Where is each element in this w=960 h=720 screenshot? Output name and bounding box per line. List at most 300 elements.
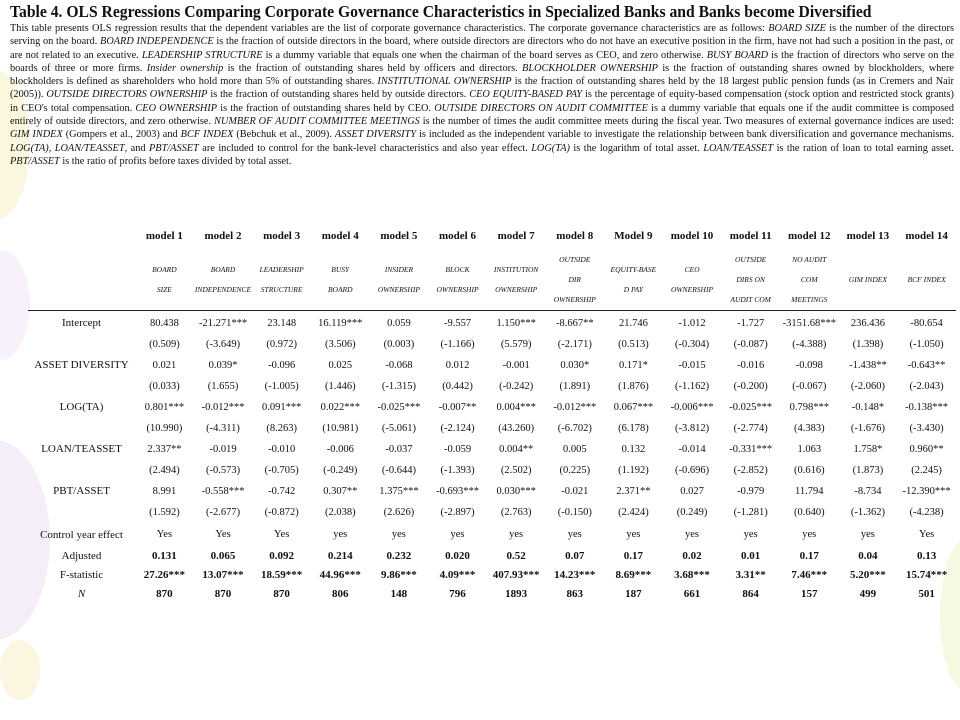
coefficient-cell: 21.746 <box>618 318 648 329</box>
description-text: are included to control for the bank-level characteristics and also year effect. <box>198 142 532 154</box>
coefficient-cell: 2.337** <box>147 444 182 455</box>
t-statistic-cell: (-2.124) <box>440 423 475 434</box>
description-term: BOARD INDEPENDENCE <box>100 36 214 48</box>
summary-cell: yes <box>802 529 817 540</box>
dependent-variable-line: INDEPENDENCE <box>194 285 252 294</box>
t-statistic-cell: (2.038) <box>324 507 356 518</box>
t-statistic-cell: (0.972) <box>266 339 297 350</box>
t-statistic-cell: (-0.200) <box>733 381 768 392</box>
summary-cell: 0.52 <box>506 550 526 562</box>
coefficient-cell: 0.039* <box>208 360 238 371</box>
t-statistic-cell: (-3.812) <box>674 423 710 434</box>
summary-cell: 9.86*** <box>381 569 417 581</box>
coefficient-cell: -9.557 <box>443 318 472 329</box>
description-text: is the fraction of directors who serve on the boards of three or more firms. <box>10 49 954 74</box>
summary-cell: yes <box>333 529 348 540</box>
coefficient-cell: -0.014 <box>678 444 706 455</box>
dependent-variable-line: BLOCK <box>445 265 470 274</box>
t-statistic-cell: (1.592) <box>149 507 180 518</box>
t-statistic-cell: (-1.162) <box>674 381 710 392</box>
description-text: is a dummy variable that equals one if the audit committee is composed entirely of outside directors, and zero otherwise. <box>10 102 954 128</box>
description-term: GIM INDEX <box>10 129 63 141</box>
dependent-variable-line: CEO <box>684 265 700 274</box>
t-statistic-cell: (-0.573) <box>205 465 241 476</box>
coefficient-cell: -0.010 <box>268 444 296 455</box>
dependent-variable-line: MEETINGS <box>791 295 828 304</box>
summary-cell: 7.46*** <box>791 569 828 581</box>
description-text: This table presents OLS regression results that the dependent variables are the list of corporate governance characteristics. The corporate governance characteristics are as follows: <box>10 23 769 34</box>
coefficient-cell: 1.063 <box>797 444 822 455</box>
dependent-variable-line: OWNERSHIP <box>377 285 420 294</box>
t-statistic-cell: (-0.067) <box>792 381 827 392</box>
coefficient-cell: -0.016 <box>737 360 765 371</box>
dependent-variable <box>194 250 253 311</box>
coefficient-cell: 0.022*** <box>320 402 360 413</box>
row-label: Adjusted <box>61 550 102 562</box>
summary-cell: 148 <box>390 588 408 600</box>
coefficient-cell: -0.098 <box>795 360 823 371</box>
summary-cell: 0.065 <box>210 550 236 562</box>
coefficient-cell: 16.119*** <box>318 318 363 329</box>
summary-cell: 0.01 <box>741 550 761 562</box>
t-statistic-cell: (-1.362) <box>850 507 885 518</box>
model-header: model 5 <box>380 230 418 242</box>
coefficient-cell: -0.558*** <box>201 486 245 497</box>
dependent-variable-line: OUTSIDE <box>735 255 767 264</box>
description-text: is the ratio of profits before taxes divided by total asset. <box>59 155 292 167</box>
dependent-variable-line: BUSY <box>331 265 350 274</box>
coefficient-cell: 0.132 <box>621 444 646 455</box>
description-term: NUMBER OF AUDIT COMMITTEE MEETINGS <box>214 116 420 128</box>
dependent-variable <box>663 250 722 311</box>
coefficient-cell: 0.960** <box>909 444 944 455</box>
summary-cell: Yes <box>215 529 231 540</box>
t-statistic-cell: (-5.061) <box>381 423 416 434</box>
summary-cell: yes <box>685 529 700 540</box>
t-statistic-cell: (0.616) <box>793 465 825 476</box>
coefficient-row <box>28 355 956 376</box>
t-statistic-cell: (0.640) <box>793 507 825 518</box>
coefficient-cell: -1.438** <box>849 360 887 371</box>
model-header: model 11 <box>729 230 772 242</box>
t-statistic-cell: (-0.696) <box>674 465 710 476</box>
t-statistic-cell: (0.509) <box>149 339 180 350</box>
description-term: OUTSIDE DIRECTORS OWNERSHIP <box>46 89 208 101</box>
summary-cell: 187 <box>625 588 642 600</box>
row-label-blank <box>28 502 135 523</box>
description-text: (Bebchuk et al., 2009). <box>233 129 335 141</box>
t-statistic-cell: (-0.644) <box>381 465 416 476</box>
t-statistic-cell: (-4.238) <box>909 507 944 518</box>
dependent-variable <box>545 250 604 311</box>
summary-cell: 1893 <box>505 588 528 600</box>
dependent-variable-line: EQUITY-BASE <box>610 265 657 274</box>
t-statistic-cell: (1.876) <box>618 381 649 392</box>
row-label: N <box>77 588 86 600</box>
coefficient-cell: 8.991 <box>152 486 177 497</box>
row-label: LOAN/TEASSET <box>41 443 122 455</box>
description-term: CEO OWNERSHIP <box>135 102 217 114</box>
t-statistic-cell: (2.494) <box>149 465 180 476</box>
coefficient-cell: -0.148* <box>851 402 885 413</box>
coefficient-cell: -0.006*** <box>670 402 714 413</box>
coefficient-cell: -0.025*** <box>377 402 421 413</box>
summary-cell: 0.13 <box>916 550 937 562</box>
t-statistic-cell: (0.003) <box>383 339 415 350</box>
model-header: model 12 <box>788 230 831 242</box>
description-text: is the number of times the audit committee meets during the fiscal year. Two measures of external governance indices are used: <box>419 116 954 128</box>
description-text: is the ration of loan to total earning asset. <box>773 142 954 154</box>
coefficient-cell: -80.654 <box>910 318 943 329</box>
dependent-variable <box>839 250 898 311</box>
coefficient-cell: 0.091*** <box>261 402 302 413</box>
description-term: BUSY BOARD <box>706 49 769 61</box>
coefficient-cell: -0.059 <box>443 444 472 455</box>
t-statistic-cell: (-1.050) <box>909 339 944 350</box>
row-label: F-statistic <box>59 569 104 581</box>
t-statistic-cell: (-3.430) <box>909 423 944 434</box>
t-statistic-cell: (-2.774) <box>733 423 768 434</box>
summary-cell: 13.07*** <box>202 569 244 581</box>
description-text: is the fraction of outstanding shares held by officers and directors. <box>223 62 523 74</box>
description-text: is the fraction of outstanding shares owned by blockholders, where blockholders is defined as shareholders who hold more than 5% of outstanding shares. <box>10 62 954 88</box>
t-statistic-cell: (-2.043) <box>909 381 944 392</box>
coefficient-row <box>28 397 956 418</box>
model-header: model 1 <box>145 230 183 242</box>
dependent-variable-line: NO AUDIT <box>792 255 827 264</box>
summary-cell: yes <box>860 529 875 540</box>
t-statistic-cell: (-1.315) <box>381 381 416 392</box>
coefficient-cell: -0.037 <box>385 444 413 455</box>
summary-cell: Yes <box>918 529 935 540</box>
description-text: is the number of the directors serving on the board. <box>10 23 954 48</box>
summary-cell: 0.17 <box>623 550 644 562</box>
t-statistic-cell: (-1.005) <box>264 381 299 392</box>
dependent-variable-line: OWNERSHIP <box>670 285 714 294</box>
t-statistic-cell: (2.502) <box>500 465 532 476</box>
dependent-variable <box>135 250 194 311</box>
t-statistic-row <box>28 376 956 397</box>
summary-cell: 0.02 <box>682 550 702 562</box>
model-header: model 13 <box>846 230 890 242</box>
summary-cell: 5.20*** <box>850 569 886 581</box>
dependent-variable-line: INSTITUTION <box>493 265 539 274</box>
coefficient-cell: -21.271*** <box>198 318 248 329</box>
description-text: is included as the independent variable to investigate the relationship between bank diversification and governance mechanisms. <box>416 129 954 141</box>
coefficient-cell: 0.012 <box>445 360 470 371</box>
regression-table <box>28 222 956 604</box>
dependent-variable-line: INSIDER <box>384 265 414 274</box>
coefficient-cell: -0.006 <box>326 444 354 455</box>
description-term: LEADERSHIP STRUCTURE <box>141 49 263 61</box>
coefficient-row <box>28 481 956 502</box>
decor-bubble <box>0 250 30 360</box>
description-term: PBT/ASSET <box>10 155 60 167</box>
summary-cell: Yes <box>156 529 173 540</box>
control-year-effect-row <box>28 523 956 547</box>
summary-cell: 863 <box>566 588 584 600</box>
dependent-variable-line: OWNERSHIP <box>553 295 596 304</box>
coefficient-cell: 0.171* <box>618 360 648 371</box>
description-term: BOARD SIZE <box>768 23 826 34</box>
summary-cell: 499 <box>859 588 877 600</box>
dependent-variable-line: COM <box>800 275 818 284</box>
dependent-variable-line: BOARD <box>210 265 236 274</box>
coefficient-cell: 0.004** <box>499 444 534 455</box>
coefficient-cell: -8.734 <box>854 486 882 497</box>
dependent-variable <box>721 250 780 311</box>
t-statistic-cell: (2.424) <box>618 507 649 518</box>
coefficient-cell: -8.667** <box>555 318 594 329</box>
coefficient-cell: 0.307** <box>323 486 358 497</box>
t-statistic-cell: (-2.171) <box>557 339 592 350</box>
observations-row <box>28 585 956 604</box>
summary-cell: 0.04 <box>858 550 878 562</box>
header-blank <box>28 250 135 311</box>
model-header: Model 9 <box>614 230 653 242</box>
summary-cell: 27.26*** <box>143 569 186 581</box>
coefficient-cell: 0.025 <box>328 360 353 371</box>
coefficient-cell: -0.068 <box>385 360 413 371</box>
row-label-blank <box>28 460 135 481</box>
coefficient-cell: 236.436 <box>850 318 885 329</box>
model-header: model 2 <box>204 230 242 242</box>
summary-cell: 870 <box>273 588 290 600</box>
summary-cell: 3.68*** <box>674 569 710 581</box>
t-statistic-cell: (-0.304) <box>674 339 710 350</box>
summary-cell: 8.69*** <box>615 569 652 581</box>
dependent-variable <box>370 250 429 311</box>
coefficient-cell: 11.794 <box>795 486 824 497</box>
t-statistic-cell: (8.263) <box>266 423 297 434</box>
coefficient-cell: -0.742 <box>268 486 296 497</box>
dependent-variable-line: BOARD <box>152 265 177 274</box>
description-term: INSTITUTIONAL OWNERSHIP <box>377 76 512 88</box>
dependent-variable-line: LEADERSHIP <box>259 265 304 274</box>
description-text: is the fraction of outstanding shares held by CEO. <box>217 102 435 114</box>
t-statistic-cell: (10.981) <box>322 423 359 434</box>
coefficient-cell: 23.148 <box>267 318 297 329</box>
t-statistic-cell: (-2.060) <box>850 381 885 392</box>
table-title: Table 4. OLS Regressions Comparing Corporate Governance Characteristics in Specialized Banks and Banks become Diversified <box>10 2 872 21</box>
description-term: PBT/ASSET <box>149 142 199 154</box>
dependent-variable-line: DIRS ON <box>736 275 765 284</box>
row-label-blank <box>28 334 135 355</box>
dependent-variable <box>428 250 487 311</box>
decor-bubble <box>0 640 40 700</box>
summary-cell: 4.09*** <box>439 569 476 581</box>
t-statistic-cell: (1.873) <box>852 465 884 476</box>
header-blank <box>28 222 135 250</box>
t-statistic-cell: (0.442) <box>442 381 473 392</box>
coefficient-cell: 0.030* <box>560 360 590 371</box>
summary-cell: 407.93*** <box>492 569 540 581</box>
t-statistic-cell: (2.245) <box>911 465 942 476</box>
t-statistic-cell: (1.891) <box>559 381 591 392</box>
description-text: is the logarithm of total asset. <box>569 142 704 154</box>
coefficient-cell: -0.331*** <box>729 444 773 455</box>
summary-cell: 870 <box>214 588 232 600</box>
coefficient-cell: -1.727 <box>737 318 765 329</box>
t-statistic-cell: (-1.166) <box>440 339 475 350</box>
dependent-variable-line: D PAY <box>623 285 644 294</box>
description-term: BLOCKHOLDER OWNERSHIP <box>522 62 658 74</box>
t-statistic-cell: (1.655) <box>207 381 239 392</box>
t-statistic-cell: (-0.705) <box>264 465 299 476</box>
coefficient-cell: 0.067*** <box>613 402 654 413</box>
description-text: is a dummy variable that equals one when the chairman of the board serves as CEO, and zero otherwise. <box>262 49 707 61</box>
coefficient-cell: -0.693*** <box>436 486 479 497</box>
t-statistic-cell: (-3.649) <box>205 339 241 350</box>
summary-cell: yes <box>450 529 465 540</box>
summary-cell: yes <box>743 529 758 540</box>
dependent-variable <box>604 250 663 311</box>
t-statistic-cell: (-2.897) <box>440 507 475 518</box>
coefficient-cell: -0.979 <box>737 486 765 497</box>
summary-cell: 661 <box>683 588 701 600</box>
summary-cell: 0.092 <box>269 550 295 562</box>
description-text: is the fraction of outstanding shares held by outside directors. <box>207 89 470 101</box>
dependent-variable-line: STRUCTURE <box>260 285 303 294</box>
coefficient-cell: -0.015 <box>678 360 706 371</box>
summary-cell: 157 <box>801 588 818 600</box>
row-label-blank <box>28 376 135 397</box>
dependent-variable <box>311 250 370 311</box>
model-header-row <box>28 222 956 250</box>
dependent-variable <box>252 250 311 311</box>
model-header: model 14 <box>905 230 948 242</box>
model-header: model 4 <box>321 230 359 242</box>
coefficient-cell: -0.138*** <box>905 402 949 413</box>
t-statistic-cell: (-6.702) <box>557 423 592 434</box>
t-statistic-cell: (2.763) <box>500 507 532 518</box>
summary-cell: yes <box>509 529 524 540</box>
t-statistic-cell: (4.383) <box>793 423 825 434</box>
description-text: is the fraction of outside directors in the board, where outside directors are directors who do not have an executive position in the firm, have not had such a position in the past, or are not related to an executive. <box>10 36 954 61</box>
coefficient-cell: 0.005 <box>562 444 587 455</box>
t-statistic-cell: (-0.087) <box>733 339 768 350</box>
coefficient-cell: 0.027 <box>680 486 704 497</box>
row-label-blank <box>28 418 135 439</box>
coefficient-cell: 0.059 <box>387 318 411 329</box>
dependent-variable <box>487 250 546 311</box>
t-statistic-cell: (-4.388) <box>792 339 827 350</box>
coefficient-cell: 80.438 <box>149 318 179 329</box>
t-statistic-cell: (-4.311) <box>206 423 240 434</box>
row-label: LOG(TA) <box>59 401 104 413</box>
summary-cell: yes <box>567 529 582 540</box>
dependent-variable-line: OUTSIDE <box>559 255 591 264</box>
coefficient-cell: -0.643** <box>907 360 946 371</box>
t-statistic-cell: (0.249) <box>676 507 708 518</box>
model-header: model 10 <box>670 230 714 242</box>
coefficient-cell: -0.012*** <box>553 402 597 413</box>
adjusted-r2-row <box>28 547 956 566</box>
coefficient-cell: 0.030*** <box>496 486 536 497</box>
dependent-variable <box>780 250 839 311</box>
model-header: model 6 <box>439 230 476 242</box>
description-text: , and <box>124 142 149 154</box>
summary-cell: 0.020 <box>445 550 470 562</box>
t-statistic-row <box>28 334 956 355</box>
t-statistic-cell: (1.446) <box>324 381 356 392</box>
summary-cell: yes <box>391 529 406 540</box>
t-statistic-cell: (-0.249) <box>323 465 358 476</box>
coefficient-cell: -1.012 <box>678 318 706 329</box>
coefficient-cell: -0.001 <box>502 360 530 371</box>
t-statistic-cell: (-0.872) <box>264 507 299 518</box>
description-term: ASSET DIVERSITY <box>334 129 417 141</box>
row-label: Intercept <box>61 317 102 329</box>
description-text: is the fraction of outstanding shares held by the 18 largest public pension funds (as in Cremers and Nair (2005)). <box>10 76 954 101</box>
coefficient-cell: -0.007** <box>438 402 477 413</box>
dependent-variable-row <box>28 250 956 311</box>
dependent-variable-line: OWNERSHIP <box>436 285 479 294</box>
description-term: BCF INDEX <box>180 129 234 141</box>
t-statistic-cell: (-2.852) <box>733 465 768 476</box>
summary-cell: 3.31** <box>735 569 766 581</box>
f-statistic-row <box>28 566 956 585</box>
dependent-variable <box>897 250 956 311</box>
description-term: CEO EQUITY-BASED PAY <box>469 89 583 101</box>
slide-content <box>10 2 958 168</box>
summary-cell: 15.74*** <box>905 569 948 581</box>
t-statistic-cell: (43.260) <box>498 423 535 434</box>
coefficient-cell: 0.801*** <box>144 402 185 413</box>
dependent-variable-line: AUDIT COM <box>730 295 771 304</box>
t-statistic-cell: (0.225) <box>559 465 591 476</box>
t-statistic-cell: (0.513) <box>618 339 649 350</box>
t-statistic-cell: (1.192) <box>618 465 649 476</box>
summary-cell: 864 <box>742 588 759 600</box>
table-description <box>10 22 958 168</box>
t-statistic-cell: (6.178) <box>618 423 649 434</box>
t-statistic-cell: (1.398) <box>852 339 884 350</box>
coefficient-cell: 1.758* <box>853 444 883 455</box>
summary-cell: 0.131 <box>152 550 177 562</box>
dependent-variable-line: DIR <box>568 275 582 284</box>
summary-cell: yes <box>626 529 641 540</box>
coefficient-cell: 0.798*** <box>789 402 829 413</box>
t-statistic-cell: (5.579) <box>500 339 532 350</box>
t-statistic-cell: (-0.150) <box>557 507 592 518</box>
coefficient-cell: -0.021 <box>561 486 589 497</box>
t-statistic-cell: (0.033) <box>149 381 180 392</box>
row-label: ASSET DIVERSITY <box>34 359 129 371</box>
coefficient-cell: 0.021 <box>152 360 177 371</box>
t-statistic-row <box>28 418 956 439</box>
summary-cell: 806 <box>332 588 349 600</box>
coefficient-cell: 2.371** <box>616 486 651 497</box>
dependent-variable-line: BCF INDEX <box>907 275 946 284</box>
coefficient-cell: -3151.68*** <box>782 318 836 329</box>
t-statistic-cell: (-1.393) <box>440 465 475 476</box>
row-label: Control year effect <box>40 529 123 541</box>
description-text: (Gompers et al., 2003) and <box>62 129 181 141</box>
dependent-variable-line: BOARD <box>327 285 353 294</box>
t-statistic-cell: (-1.676) <box>850 423 885 434</box>
summary-cell: 501 <box>918 588 935 600</box>
coefficient-cell: 0.004*** <box>496 402 536 413</box>
coefficient-cell: 1.375*** <box>379 486 419 497</box>
coefficient-cell: -12.390*** <box>902 486 951 497</box>
coefficient-cell: 1.150*** <box>496 318 536 329</box>
summary-cell: 796 <box>449 588 466 600</box>
summary-cell: 14.23*** <box>554 569 596 581</box>
coefficient-cell: -0.025*** <box>729 402 773 413</box>
t-statistic-row <box>28 460 956 481</box>
coefficient-cell: -0.096 <box>268 360 296 371</box>
